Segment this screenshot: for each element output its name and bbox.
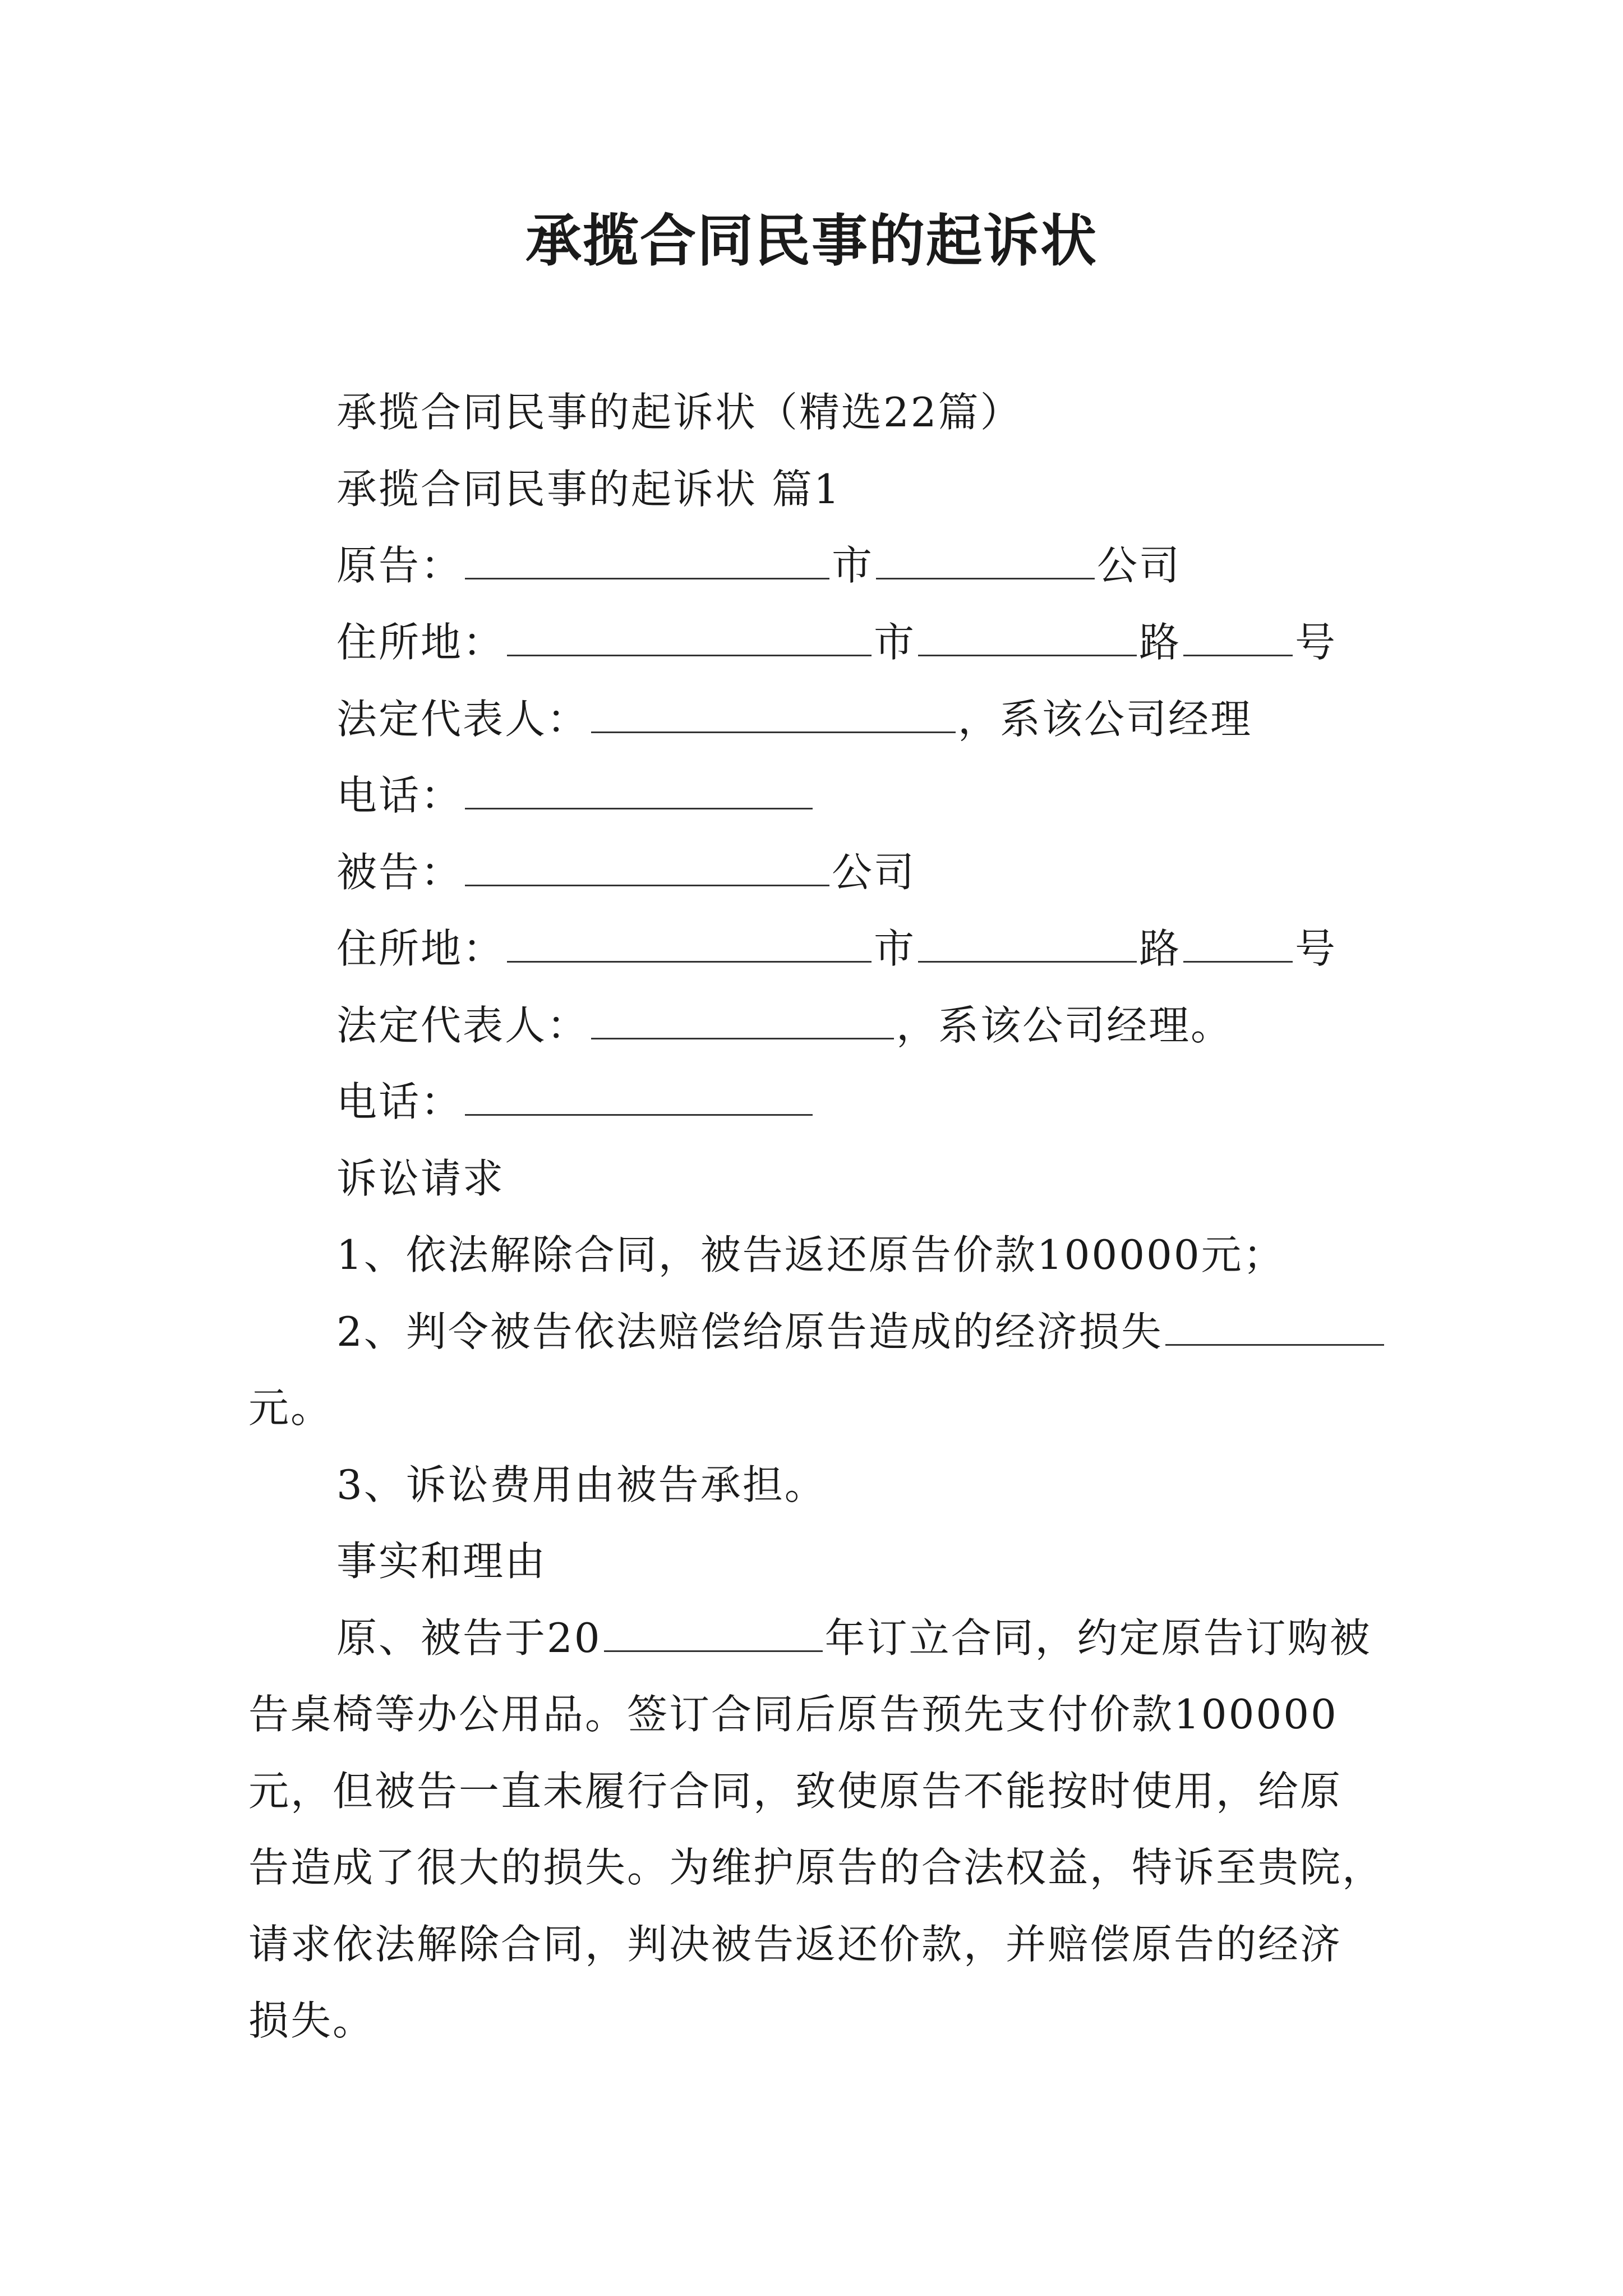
plaintiff-company-blank: [876, 541, 1095, 579]
plaintiff-address-line: [336, 614, 1337, 670]
plaintiff-address-number: 号: [1295, 619, 1338, 666]
document-title: 承揽合同民事的起诉状: [525, 208, 1098, 274]
plaintiff-phone-blank: [465, 771, 813, 809]
facts-line-6: 损失。: [248, 1997, 375, 2044]
claim-item-2-text: 2、判令被告依法赔偿给原告造成的经济损失: [336, 1308, 1163, 1355]
defendant-address-line: [336, 921, 1337, 977]
defendant-address-road: 路: [1139, 925, 1182, 972]
defendant-phone-label: 电话：: [336, 1078, 463, 1125]
plaintiff-address-label: 住所地：: [336, 619, 505, 666]
claims-heading: 诉讼请求: [336, 1155, 505, 1202]
facts-line-2: 告桌椅等办公用品。签订合同后原告预先支付价款100000: [248, 1691, 1338, 1738]
facts-line-5: 请求依法解除合同，判决被告返还价款，并赔偿原告的经济: [248, 1921, 1343, 1968]
facts-line-1: [336, 1610, 1372, 1666]
plaintiff-name-blank: [465, 541, 829, 579]
defendant-company-suffix: 公司: [832, 849, 916, 896]
plaintiff-line: [336, 537, 1181, 593]
plaintiff-city-suffix: 市: [832, 542, 874, 589]
defendant-address-blank-2: [918, 924, 1137, 963]
plaintiff-rep-label: 法定代表人：: [336, 696, 589, 743]
plaintiff-label: 原告：: [336, 542, 463, 589]
plaintiff-company-suffix: 公司: [1097, 542, 1182, 589]
defendant-phone-line: [336, 1074, 815, 1130]
plaintiff-address-city: 市: [874, 619, 916, 666]
defendant-line: [336, 844, 916, 900]
claim-item-1: 1、依法解除合同，被告返还原告价款100000元；: [336, 1231, 1285, 1278]
plaintiff-rep-line: [336, 691, 1252, 747]
plaintiff-rep-suffix: ，系该公司经理: [958, 696, 1253, 743]
claim-item-2: [336, 1304, 1386, 1360]
defendant-address-label: 住所地：: [336, 925, 505, 972]
facts-line-1-start: 原、被告于20: [336, 1614, 602, 1662]
plaintiff-address-road: 路: [1139, 619, 1182, 666]
defendant-address-blank-3: [1183, 924, 1293, 963]
plaintiff-rep-blank: [591, 694, 956, 733]
collection-line: 承揽合同民事的起诉状（精选22篇）: [336, 389, 1022, 436]
defendant-address-city: 市: [874, 925, 916, 972]
claim-item-2-amount-blank: [1165, 1307, 1384, 1346]
part-heading: 承揽合同民事的起诉状 篇1: [336, 466, 841, 513]
plaintiff-phone-line: [336, 767, 815, 823]
defendant-rep-suffix: ，系该公司经理。: [896, 1002, 1233, 1049]
defendant-phone-blank: [465, 1077, 813, 1116]
plaintiff-address-blank-2: [918, 618, 1137, 656]
plaintiff-address-blank-3: [1183, 618, 1293, 656]
claim-item-2-continued: 元。: [248, 1384, 333, 1432]
facts-year-blank: [604, 1613, 823, 1652]
facts-line-1-rest: 年订立合同，约定原告订购被: [824, 1614, 1372, 1662]
defendant-rep-blank: [591, 1001, 894, 1039]
defendant-address-blank-1: [507, 924, 872, 963]
defendant-name-blank: [465, 848, 829, 886]
defendant-rep-line: [336, 997, 1233, 1053]
defendant-address-number: 号: [1295, 925, 1338, 972]
defendant-rep-label: 法定代表人：: [336, 1002, 589, 1049]
plaintiff-phone-label: 电话：: [336, 772, 463, 819]
claim-item-3: 3、诉讼费用由被告承担。: [336, 1461, 827, 1508]
plaintiff-address-blank-1: [507, 618, 872, 656]
facts-heading: 事实和理由: [336, 1538, 547, 1585]
facts-line-3: 元，但被告一直未履行合同，致使原告不能按时使用，给原: [248, 1768, 1343, 1815]
defendant-label: 被告：: [336, 849, 463, 896]
facts-line-4: 告造成了很大的损失。为维护原告的合法权益，特诉至贵院，: [248, 1844, 1385, 1891]
